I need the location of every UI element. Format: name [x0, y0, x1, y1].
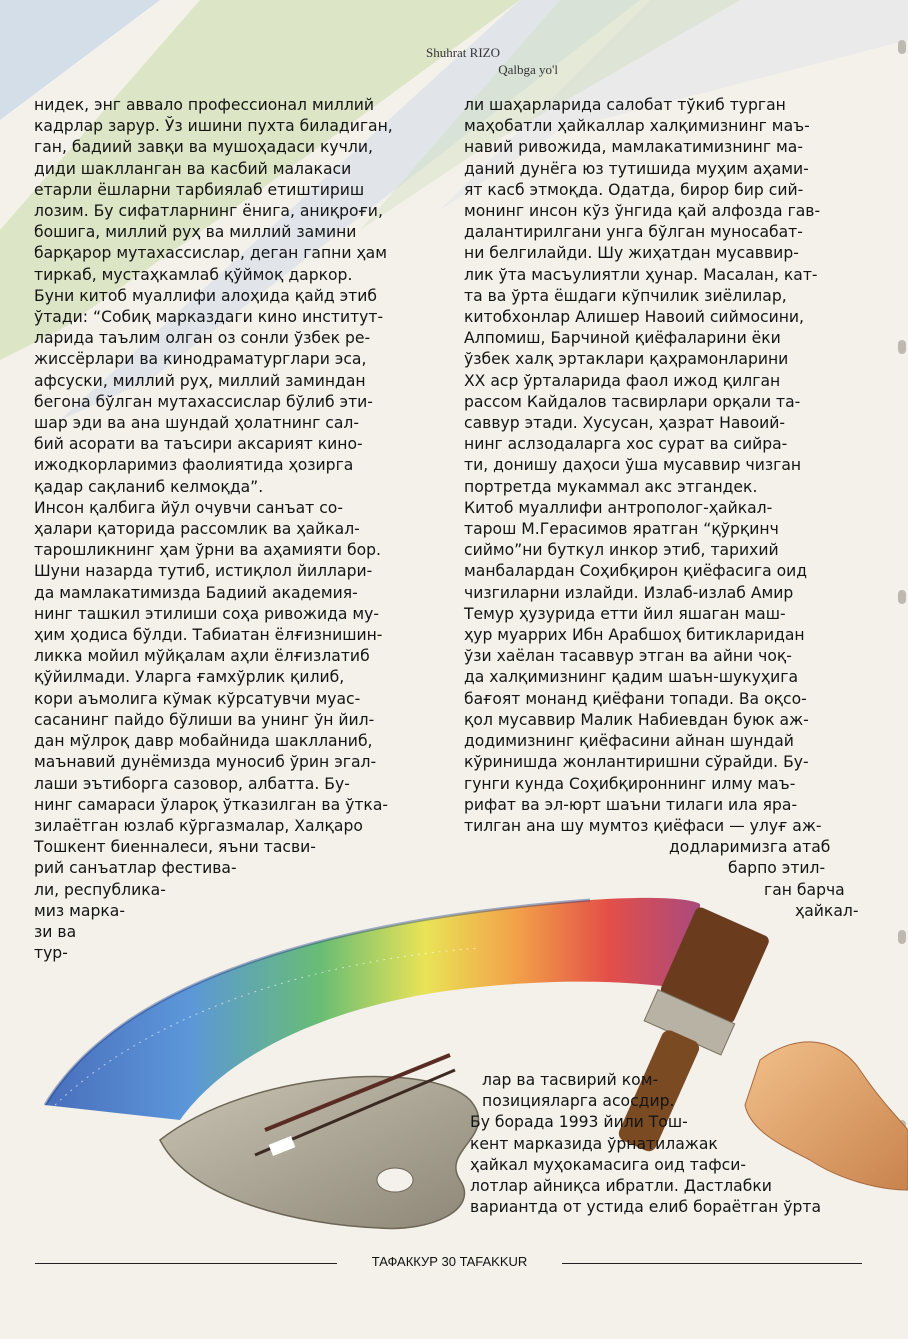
text-line: кори аъмолига кўмак кўрсатувчи муас- — [34, 689, 361, 708]
text-line: китобхонлар Алишер Навоий сиймосини, — [464, 308, 805, 327]
text-line: ҳим ҳодиса бўлди. Табиатан ёлғизнишин- — [34, 626, 383, 645]
bottom-column — [470, 1070, 870, 1218]
text-line: лотлар айниқса ибратли. Дастлабки — [470, 1177, 772, 1196]
text-line: афсуски, миллий руҳ, миллий заминдан — [34, 371, 366, 390]
text-line: нинг ташкил этилиши соҳа ривожида му- — [34, 604, 380, 623]
text-line: қўйилмади. Уларга ғамхўрлик қилиб, — [34, 668, 345, 687]
text-line: нидек, энг аввало профессионал миллий — [34, 96, 375, 114]
text-line: миз марка- — [34, 901, 125, 920]
text-line: навий ривожида, мамлакатимизнинг ма- — [464, 138, 803, 157]
text-line: қадар сақланиб келмоқда”. — [34, 477, 264, 496]
header-section: Qalbga yo'l — [498, 62, 558, 77]
text-line: кўринишда жонлантиришни сўрайди. Бу- — [464, 753, 809, 772]
text-line: манбалардан Соҳибқирон қиёфасига оид — [464, 562, 808, 581]
text-line: тилган ана шу мумтоз қиёфаси — улуғ аж- — [464, 816, 822, 835]
text-line: зи ва — [34, 922, 77, 941]
footer-rule-left — [35, 1263, 337, 1264]
text-line: кент марказида ўрнатилажак — [470, 1134, 718, 1153]
text-line: ҳайкал- — [795, 901, 859, 920]
text-line: ган барча — [764, 880, 845, 899]
text-line: Алпомиш, Барчиной қиёфаларини ёки — [464, 329, 781, 348]
text-line: Китоб муаллифи антрополог-ҳайкал- — [464, 498, 773, 517]
text-line: тарошликнинг ҳам ўрни ва аҳамияти бор. — [34, 541, 381, 560]
text-line: рифат ва эл-юрт шаъни тилаги ила яра- — [464, 795, 798, 814]
text-line: Шуни назарда тутиб, истиқлол йиллари- — [34, 562, 373, 581]
text-line: ли шаҳарларида салобат тўкиб турган — [464, 96, 786, 114]
text-line: ти, донишу даҳоси ўша мусаввир чизган — [464, 456, 802, 475]
text-line: кадрлар зарур. Ўз ишини пухта биладиган, — [34, 117, 393, 136]
text-line: рий санъатлар фестива- — [34, 859, 237, 878]
text-line: тарош М.Герасимов яратган “қўрқинч — [464, 520, 779, 539]
text-line: тиркаб, мустаҳкамлаб қўймоқ даркор. — [34, 265, 353, 284]
text-line: да халқимизнинг қадим шаън-шукуҳига — [464, 668, 798, 687]
text-line: ли, республика- — [34, 880, 166, 899]
page-folio: ТАФАККУР 30 TAFAKKUR — [371, 1254, 528, 1269]
text-line: Бу борада 1993 йили Тош- — [470, 1113, 688, 1132]
text-line: сиймо”ни буткул инкор этиб, тарихий — [464, 541, 779, 560]
text-line: нинг аслзодаларга хос сурат ва сийра- — [464, 435, 788, 454]
text-line: додларимизга атаб — [669, 838, 831, 857]
text-line: диди шаклланган ва касбий малакаси — [34, 159, 352, 178]
text-line: даний дунёга юз тутишида муҳим аҳами- — [464, 159, 809, 178]
running-header — [425, 44, 558, 78]
text-line: позицияларга асосдир. — [482, 1092, 675, 1111]
text-line: ўтади: “Собиқ марказдаги кино институт- — [34, 308, 384, 327]
right-column — [464, 95, 874, 922]
text-line: ижодкорларимиз фаолиятида ҳозирга — [34, 456, 354, 475]
text-line: саввур этади. Хусусан, ҳазрат Навоий- — [464, 414, 786, 433]
binding-hole — [898, 590, 906, 604]
text-line: рассом Кайдалов тасвирлари орқали та- — [464, 392, 801, 411]
text-line: маънавий дунёмизда муносиб ўрин эгал- — [34, 753, 377, 772]
left-column — [34, 95, 434, 964]
text-line: ўзбек халқ эртаклари қаҳрамонларини — [464, 350, 789, 369]
binding-hole — [898, 340, 906, 354]
page-footer — [0, 1253, 908, 1273]
text-line: XX аср ўрталарида фаол ижод қилган — [464, 371, 781, 390]
text-line: ўзи хаёлан тасаввур этган ва айни чоқ- — [464, 647, 792, 666]
text-line: зилаётган юзлаб кўргазмалар, Халқаро — [34, 816, 363, 835]
text-line: ҳайкал муҳокамасига оид тафси- — [470, 1155, 747, 1174]
binding-hole — [898, 40, 906, 54]
text-line: далантирилгани унга бўлган муносабат- — [464, 223, 803, 242]
footer-rule-right — [562, 1263, 862, 1264]
text-line: маҳобатли ҳайкаллар халқимизнинг маъ- — [464, 117, 810, 136]
text-line: та ва ўрта ёшдаги кўпчилик зиёлилар, — [464, 286, 787, 305]
text-line: лик ўта масъулиятли ҳунар. Масалан, кат- — [464, 265, 818, 284]
text-line: ят касб этмоқда. Одатда, бирор бир сий- — [464, 180, 804, 199]
text-line: монинг инсон кўз ўнгида қай алфозда гав- — [464, 202, 821, 221]
text-line: бий асорати ва таъсири аксарият кино- — [34, 435, 363, 454]
text-line: да мамлакатимизда Бадиий академия- — [34, 583, 358, 602]
text-line: Инсон қалбига йўл очувчи санъат со- — [34, 498, 343, 517]
text-line: ларида таълим олган оз сонли ўзбек ре- — [34, 329, 371, 348]
text-line: етарли ёшларни тарбиялаб етиштириш — [34, 180, 365, 199]
text-line: барпо этил- — [728, 859, 826, 878]
text-line: ҳур муаррих Ибн Арабшоҳ битикларидан — [464, 626, 805, 645]
text-line: сасанинг пайдо бўлиши ва унинг ўн йил- — [34, 710, 375, 729]
text-line: ни белгилайди. Шу жиҳатдан мусаввир- — [464, 244, 799, 263]
text-line: лаши эътиборга сазовор, албатта. Бу- — [34, 774, 350, 793]
text-line: нинг самараси ўлароқ ўтказилган ва ўтка- — [34, 795, 389, 814]
text-line: ган, бадиий завқи ва мушоҳадаси кучли, — [34, 138, 373, 157]
text-line: Тошкент биенналеси, яъни тасви- — [34, 838, 316, 857]
text-line: Темур ҳузурида етти йил яшаган маш- — [464, 604, 786, 623]
text-line: додимизнинг қиёфасини айнан шундай — [464, 732, 794, 751]
text-line: гунги кунда Соҳибқироннинг илму маъ- — [464, 774, 796, 793]
text-line: қол мусаввир Малик Набиевдан буюк аж- — [464, 710, 809, 729]
text-line: дан мўлроқ давр мобайнида шаклланиб, — [34, 732, 373, 751]
text-line: шар эди ва ана шундай ҳолатнинг сал- — [34, 414, 359, 433]
text-line: тур- — [34, 944, 68, 963]
text-line: ликка мойил мўйқалам аҳли ёлғизлатиб — [34, 647, 370, 666]
text-line: жиссёрлари ва кинодраматурглари эса, — [34, 350, 367, 369]
text-line: бағоят монанд қиёфани топади. Ва оқсо- — [464, 689, 807, 708]
text-line: ҳалари қаторида рассомлик ва ҳайкал- — [34, 520, 360, 539]
header-author: Shuhrat RIZO — [425, 45, 500, 60]
text-line: лозим. Бу сифатларнинг ёнига, аниқроғи, — [34, 202, 383, 221]
text-line: портретда мукаммал акс этгандек. — [464, 477, 758, 496]
text-line: бошига, миллий руҳ ва миллий замини — [34, 223, 357, 242]
text-line: Буни китоб муаллифи алоҳида қайд этиб — [34, 286, 377, 305]
text-line: лар ва тасвирий ком- — [482, 1071, 659, 1089]
text-line: вариантда от устида елиб бораётган ўрта — [470, 1198, 822, 1217]
text-line: чизгиларни излайди. Излаб-излаб Амир — [464, 583, 794, 602]
text-line: барқарор мутахассислар, деган гапни ҳам — [34, 244, 387, 263]
text-line: бегона бўлган мутахассислар бўлиб эти- — [34, 392, 373, 411]
